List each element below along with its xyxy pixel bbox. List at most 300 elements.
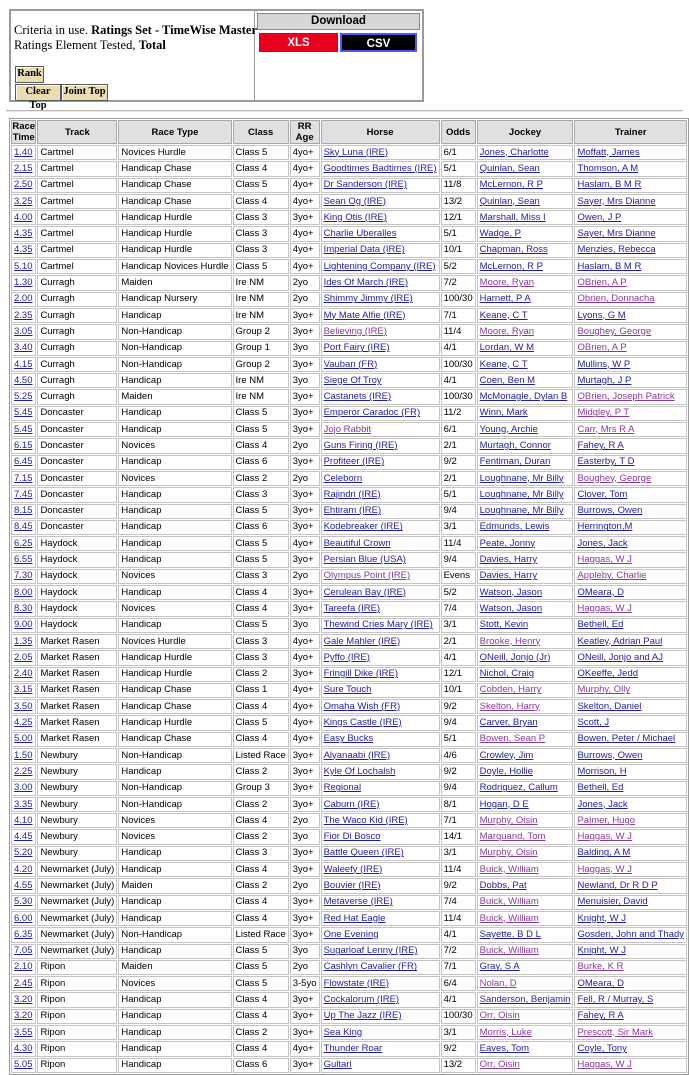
- horse-link[interactable]: Fior Di Bosco: [323, 831, 381, 843]
- race-time-link[interactable]: 6.55: [14, 554, 33, 566]
- horse-link[interactable]: Ides Of March (IRE): [323, 277, 409, 289]
- trainer-link[interactable]: Obrien, Donnacha: [577, 293, 655, 305]
- trainer-link[interactable]: Newland, Dr R D P: [577, 880, 658, 891]
- trainer-link[interactable]: OMeara, D: [577, 977, 624, 989]
- table-row: [11, 650, 687, 665]
- horse-link[interactable]: Easy Bucks: [323, 733, 374, 745]
- table-row: [11, 145, 687, 160]
- jockey-link[interactable]: Moore, Ryan: [479, 277, 535, 289]
- column-header-track[interactable]: Track: [37, 120, 117, 144]
- race-time-link[interactable]: 2.00: [14, 293, 33, 305]
- race-time-link[interactable]: 1.30: [14, 277, 33, 289]
- horse-link[interactable]: Sugarloaf Lenny (IRE): [323, 945, 418, 957]
- race-time-link[interactable]: 9.00: [14, 619, 33, 631]
- jockey-link[interactable]: Loughnane, Mr Billy: [479, 505, 564, 517]
- trainer-link[interactable]: Haggas, W J: [577, 863, 632, 875]
- race-time-link[interactable]: 3.55: [14, 1026, 33, 1038]
- cell-rr-age: 3yo: [290, 618, 320, 633]
- jockey-link[interactable]: Murtagh, Connor: [479, 439, 551, 451]
- race-time-link[interactable]: 5.45: [14, 407, 33, 419]
- race-time-link[interactable]: 3.40: [14, 342, 33, 354]
- race-time-link[interactable]: 8.00: [14, 586, 33, 598]
- cell-class: Class 4: [233, 194, 289, 209]
- trainer-link[interactable]: ONeill, Jonjo and AJ: [577, 651, 664, 663]
- jockey-link[interactable]: Murphy, Oisin: [479, 847, 538, 859]
- horse-link[interactable]: Tareefa (IRE): [323, 602, 381, 614]
- jockey-link[interactable]: Murphy, Oisin: [479, 814, 538, 826]
- cell-trainer: [574, 1025, 687, 1040]
- xls-download-button[interactable]: XLS: [259, 33, 338, 52]
- jockey-link[interactable]: Peate, Jonny: [479, 537, 536, 549]
- trainer-link[interactable]: Burke, K R: [577, 961, 624, 973]
- horse-link[interactable]: Cerulean Bay (IRE): [323, 586, 406, 598]
- race-time-link[interactable]: 6.00: [14, 912, 33, 924]
- jockey-link[interactable]: Skelton, Harry: [479, 700, 540, 712]
- race-time-link[interactable]: 8.15: [14, 505, 33, 517]
- race-time-link[interactable]: 4.10: [14, 814, 33, 826]
- trainer-link[interactable]: Morrison, H: [577, 765, 627, 777]
- horse-link[interactable]: Bouvier (IRE): [323, 880, 381, 891]
- trainer-link[interactable]: Clover, Tom: [577, 488, 628, 500]
- jockey-link[interactable]: Bowen, Sean P: [479, 733, 546, 745]
- jockey-link[interactable]: Fentiman, Duran: [479, 456, 551, 468]
- horse-link[interactable]: Beautiful Crown: [323, 537, 391, 549]
- race-time-link[interactable]: 1.35: [14, 635, 33, 647]
- trainer-link[interactable]: Haggas, W J: [577, 1059, 632, 1071]
- cell-trainer: [574, 797, 687, 812]
- trainer-link[interactable]: Coyle, Tony: [577, 1042, 627, 1054]
- jockey-link[interactable]: Wadge, P: [479, 228, 521, 240]
- trainer-link[interactable]: Skelton, Daniel: [577, 700, 642, 712]
- horse-link[interactable]: Kyle Of Lochalsh: [323, 765, 396, 777]
- jockey-link[interactable]: Morris, Luke: [479, 1026, 532, 1038]
- race-time-link[interactable]: 2.40: [14, 668, 33, 680]
- race-time-link[interactable]: 5.05: [14, 1059, 33, 1071]
- horse-link[interactable]: Battle Queen (IRE): [323, 847, 404, 859]
- table-row: [11, 357, 687, 372]
- trainer-link[interactable]: Haggas, W J: [577, 831, 632, 843]
- race-time-link[interactable]: 7.30: [14, 570, 33, 582]
- table-row: [11, 699, 687, 714]
- column-header-odds[interactable]: Odds: [441, 120, 476, 144]
- jockey-link[interactable]: Moore, Ryan: [479, 325, 535, 337]
- race-time-link[interactable]: 4.35: [14, 244, 33, 256]
- race-time-link[interactable]: 3.15: [14, 684, 33, 696]
- horse-link[interactable]: Caburn (IRE): [323, 798, 380, 810]
- trainer-link[interactable]: Haggas, W J: [577, 602, 632, 614]
- race-time-link[interactable]: 7.05: [14, 945, 33, 957]
- trainer-link[interactable]: OBrien, A P: [577, 277, 627, 289]
- horse-link[interactable]: Port Fairy (IRE): [323, 342, 390, 354]
- horse-link[interactable]: Sean Og (IRE): [323, 195, 386, 207]
- horse-link[interactable]: Profiteer (IRE): [323, 456, 385, 468]
- trainer-link[interactable]: Prescott, Sir Mark: [577, 1026, 653, 1038]
- race-time-link[interactable]: 1.40: [14, 146, 33, 158]
- cell-track: Market Rasen: [37, 732, 117, 747]
- horse-link[interactable]: Thunder Roar: [323, 1042, 383, 1054]
- table-row: [11, 422, 687, 437]
- jockey-link[interactable]: Harnett, P A: [479, 293, 531, 305]
- jockey-link[interactable]: Watson, Jason: [479, 602, 543, 614]
- trainer-link[interactable]: Mullins, W P: [577, 358, 631, 370]
- cell-trainer: [574, 357, 687, 372]
- race-time-link[interactable]: 5.00: [14, 733, 33, 745]
- race-time-link[interactable]: 6.35: [14, 928, 33, 940]
- horse-link[interactable]: Emperor Caradoc (FR): [323, 407, 421, 419]
- race-time-link[interactable]: 4.20: [14, 863, 33, 875]
- cell-jockey: [477, 243, 574, 258]
- race-time-link[interactable]: 5.30: [14, 896, 33, 908]
- jockey-link[interactable]: Young, Archie: [479, 423, 538, 435]
- cell-class: Class 4: [233, 992, 289, 1007]
- race-time-link[interactable]: 5.20: [14, 847, 33, 859]
- clear-top-button[interactable]: Clear Top: [15, 84, 61, 101]
- jockey-link[interactable]: Brooke, Henry: [479, 635, 541, 647]
- jockey-link[interactable]: Orr, Oisin: [479, 1010, 520, 1022]
- trainer-link[interactable]: Keatley, Adrian Paul: [577, 635, 663, 647]
- jockey-link[interactable]: Crowley, Jim: [479, 749, 534, 761]
- cell-class: Class 3: [233, 487, 289, 502]
- race-time-link[interactable]: 5.25: [14, 391, 33, 403]
- cell-trainer: [574, 667, 687, 682]
- horse-link[interactable]: Sky Luna (IRE): [323, 146, 388, 158]
- column-header-class[interactable]: Class: [233, 120, 289, 144]
- race-time-link[interactable]: 3.20: [14, 994, 33, 1006]
- race-time-link[interactable]: 4.25: [14, 717, 33, 729]
- trainer-link[interactable]: Thomson, A M: [577, 162, 639, 174]
- race-time-link[interactable]: 3.25: [14, 195, 33, 207]
- horse-link[interactable]: Ehtiram (IRE): [323, 505, 382, 517]
- jockey-link[interactable]: Hogan, D E: [479, 798, 529, 810]
- jockey-link[interactable]: Chapman, Ross: [479, 244, 548, 256]
- jockey-link[interactable]: Doyle, Hollie: [479, 765, 533, 777]
- trainer-link[interactable]: Fahey, R A: [577, 1010, 624, 1022]
- race-time-link[interactable]: 4.50: [14, 374, 33, 386]
- horse-link[interactable]: Omaha Wish (FR): [323, 700, 401, 712]
- trainer-link[interactable]: Sayer, Mrs Dianne: [577, 228, 656, 240]
- race-time-link[interactable]: 4.30: [14, 1042, 33, 1054]
- race-time-link[interactable]: 3.20: [14, 1010, 33, 1022]
- trainer-link[interactable]: Burrows, Owen: [577, 749, 643, 761]
- trainer-link[interactable]: Haslam, B M R: [577, 179, 642, 191]
- horse-link[interactable]: Charlie Uberalles: [323, 228, 397, 240]
- horse-link[interactable]: Thewind Cries Mary (IRE): [323, 619, 433, 631]
- trainer-link[interactable]: Burrows, Owen: [577, 505, 643, 517]
- horse-link[interactable]: Shimmy Jimmy (IRE): [323, 293, 413, 305]
- cell-race-type: Handicap Hurdle: [118, 210, 231, 225]
- trainer-link[interactable]: Sayer, Mrs Dianne: [577, 195, 656, 207]
- race-time-link[interactable]: 4.00: [14, 211, 33, 223]
- cell-race-type: Non-Handicap: [118, 357, 231, 372]
- cell-race-type: Handicap Hurdle: [118, 650, 231, 665]
- cell-trainer: [574, 813, 687, 828]
- cell-track: Newmarket (July): [37, 862, 117, 877]
- race-time-link[interactable]: 2.50: [14, 179, 33, 191]
- jockey-link[interactable]: Sanderson, Benjamin: [479, 994, 571, 1006]
- horse-link[interactable]: Vauban (FR): [323, 358, 378, 370]
- cell-odds: 5/1: [441, 487, 476, 502]
- horse-link[interactable]: Kings Castle (IRE): [323, 717, 402, 729]
- horse-link[interactable]: Alyanaabi (IRE): [323, 749, 391, 761]
- horse-link[interactable]: Goodtimes Badtimes (IRE): [323, 162, 437, 174]
- column-header-horse[interactable]: Horse: [321, 120, 440, 144]
- cell-race-type: Handicap: [118, 455, 231, 470]
- table-row: [11, 878, 687, 893]
- horse-link[interactable]: Celeborn: [323, 472, 363, 484]
- trainer-link[interactable]: OKeeffe, Jedd: [577, 668, 639, 680]
- column-header-rr-age[interactable]: RR Age: [290, 120, 320, 144]
- cell-race-type: Handicap: [118, 1058, 231, 1073]
- horse-link[interactable]: Dr Sanderson (IRE): [323, 179, 407, 191]
- race-time-link[interactable]: 2.05: [14, 651, 33, 663]
- jockey-link[interactable]: Jones, Charlotte: [479, 146, 549, 158]
- trainer-link[interactable]: Owen, J P: [577, 211, 622, 223]
- cell-class: Class 3: [233, 650, 289, 665]
- horse-link[interactable]: Rajindri (IRE): [323, 488, 381, 500]
- cell-rr-age: 2yo: [290, 960, 320, 975]
- trainer-link[interactable]: Balding, A M: [577, 847, 631, 859]
- column-header-race-type[interactable]: Race Type: [118, 120, 231, 144]
- jockey-link[interactable]: Nichol, Craig: [479, 668, 535, 680]
- horse-link[interactable]: Jojo Rabbit: [323, 423, 372, 435]
- race-time-link[interactable]: 4.35: [14, 228, 33, 240]
- table-body: [11, 145, 687, 1073]
- trainer-link[interactable]: Moffatt, James: [577, 146, 640, 158]
- horse-link[interactable]: Cashlyn Cavalier (FR): [323, 961, 418, 973]
- horse-link[interactable]: Metaverse (IRE): [323, 896, 393, 908]
- race-time-link[interactable]: 7.45: [14, 488, 33, 500]
- jockey-link[interactable]: Quinlan, Sean: [479, 162, 540, 174]
- cell-jockey: [477, 976, 574, 991]
- cell-class: Class 5: [233, 178, 289, 193]
- csv-download-button[interactable]: CSV: [340, 33, 417, 52]
- jockey-link[interactable]: Nolan, D: [479, 977, 517, 989]
- jockey-link[interactable]: Quinlan, Sean: [479, 195, 540, 207]
- cell-race-time: [11, 699, 36, 714]
- jockey-link[interactable]: Buick, William: [479, 945, 539, 957]
- horse-link[interactable]: Waleefy (IRE): [323, 863, 383, 875]
- jockey-link[interactable]: Watson, Jason: [479, 586, 543, 598]
- trainer-link[interactable]: Knight, W J: [577, 912, 627, 924]
- trainer-link[interactable]: Boughey, George: [577, 472, 652, 484]
- cell-race-type: Non-Handicap: [118, 927, 231, 942]
- trainer-link[interactable]: OBrien, A P: [577, 342, 627, 354]
- jockey-link[interactable]: Eaves, Tom: [479, 1042, 530, 1054]
- race-time-link[interactable]: 2.15: [14, 162, 33, 174]
- trainer-link[interactable]: Palmer, Hugo: [577, 814, 636, 826]
- race-time-link[interactable]: 4.55: [14, 880, 33, 891]
- jockey-link[interactable]: Coen, Ben M: [479, 374, 536, 386]
- cell-race-type: Handicap: [118, 536, 231, 551]
- trainer-link[interactable]: Lyons, G M: [577, 309, 626, 321]
- trainer-link[interactable]: Bethell, Ed: [577, 782, 624, 794]
- jockey-link[interactable]: Buick, William: [479, 896, 539, 908]
- jockey-link[interactable]: Cobden, Harry: [479, 684, 542, 696]
- jockey-link[interactable]: McLernon, R P: [479, 179, 543, 191]
- race-time-link[interactable]: 8.45: [14, 521, 33, 533]
- jockey-link[interactable]: Davies, Harry: [479, 570, 538, 582]
- jockey-link[interactable]: Sayette, B D L: [479, 928, 541, 940]
- jockey-link[interactable]: Lordan, W M: [479, 342, 535, 354]
- cell-odds: 12/1: [441, 667, 476, 682]
- jockey-link[interactable]: Marshall, Miss I: [479, 211, 546, 223]
- jockey-link[interactable]: Davies, Harry: [479, 554, 538, 566]
- cell-race-type: Handicap: [118, 944, 231, 959]
- cell-race-time: [11, 618, 36, 633]
- horse-link[interactable]: The Waco Kid (IRE): [323, 814, 408, 826]
- race-time-link[interactable]: 8.30: [14, 602, 33, 614]
- jockey-link[interactable]: Rodriguez, Callum: [479, 782, 558, 794]
- jockey-link[interactable]: Gray, S A: [479, 961, 520, 973]
- cell-track: Curragh: [37, 389, 117, 404]
- horse-link[interactable]: Sure Touch: [323, 684, 372, 696]
- trainer-link[interactable]: Appleby, Charlie: [577, 570, 647, 582]
- jockey-link[interactable]: Carver, Bryan: [479, 717, 538, 729]
- trainer-link[interactable]: Fell, R / Murray, S: [577, 994, 654, 1006]
- column-header-race-time[interactable]: Race Time: [12, 121, 36, 143]
- cell-rr-age: 3yo+: [290, 667, 320, 682]
- jockey-link[interactable]: Buick, William: [479, 912, 539, 924]
- race-time-link[interactable]: 3.35: [14, 798, 33, 810]
- trainer-link[interactable]: Boughey, George: [577, 325, 652, 337]
- horse-link[interactable]: My Mate Alfie (IRE): [323, 309, 406, 321]
- joint-top-button[interactable]: Joint Top: [61, 84, 108, 101]
- trainer-link[interactable]: Haslam, B M R: [577, 260, 642, 272]
- race-time-link[interactable]: 6.45: [14, 456, 33, 468]
- horse-link[interactable]: Guns Firing (IRE): [323, 439, 398, 451]
- cell-trainer: [574, 927, 687, 942]
- jockey-link[interactable]: ONeill, Jonjo (Jr): [479, 651, 551, 663]
- horse-link[interactable]: King Otis (IRE): [323, 211, 387, 223]
- trainer-link[interactable]: Jones, Jack: [577, 798, 628, 810]
- cell-race-type: Handicap Chase: [118, 732, 231, 747]
- cell-track: Curragh: [37, 292, 117, 307]
- cell-track: Cartmel: [37, 178, 117, 193]
- cell-race-time: [11, 536, 36, 551]
- jockey-link[interactable]: McMonagle, Dylan B: [479, 391, 568, 403]
- race-time-link[interactable]: 3.50: [14, 700, 33, 712]
- horse-link[interactable]: Pyffo (IRE): [323, 651, 370, 663]
- cell-horse: [321, 878, 440, 893]
- cell-class: Class 5: [233, 504, 289, 519]
- jockey-link[interactable]: Stott, Kevin: [479, 619, 529, 631]
- trainer-link[interactable]: Carr, Mrs R A: [577, 423, 635, 435]
- trainer-link[interactable]: Herrington,M: [577, 521, 633, 533]
- horse-link[interactable]: Flowstate (IRE): [323, 977, 390, 989]
- jockey-link[interactable]: Winn, Mark: [479, 407, 528, 419]
- horse-link[interactable]: One Evening: [323, 928, 379, 940]
- race-time-link[interactable]: 6.15: [14, 439, 33, 451]
- horse-link[interactable]: Siege Of Troy: [323, 374, 382, 386]
- race-time-link[interactable]: 2.25: [14, 765, 33, 777]
- jockey-link[interactable]: Keane, C T: [479, 358, 528, 370]
- jockey-link[interactable]: Loughnane, Mr Billy: [479, 472, 564, 484]
- cell-race-time: [11, 748, 36, 763]
- table-row: [11, 308, 687, 323]
- race-time-link[interactable]: 4.15: [14, 358, 33, 370]
- jockey-link[interactable]: Buick, William: [479, 863, 539, 875]
- trainer-link[interactable]: Menzies, Rebecca: [577, 244, 656, 256]
- horse-link[interactable]: Persian Blue (USA): [323, 554, 406, 566]
- race-time-link[interactable]: 2.35: [14, 309, 33, 321]
- horse-link[interactable]: Believing (IRE): [323, 325, 387, 337]
- horse-link[interactable]: Gale Mahler (IRE): [323, 635, 401, 647]
- horse-link[interactable]: Gultari: [323, 1059, 352, 1071]
- race-time-link[interactable]: 5.10: [14, 260, 33, 272]
- column-header-jockey[interactable]: Jockey: [477, 120, 574, 144]
- trainer-link[interactable]: Jones, Jack: [577, 537, 628, 549]
- race-time-link[interactable]: 4.45: [14, 831, 33, 843]
- trainer-link[interactable]: Bethell, Ed: [577, 619, 624, 631]
- jockey-link[interactable]: Keane, C T: [479, 309, 528, 321]
- horse-link[interactable]: Cockalorum (IRE): [323, 994, 400, 1006]
- jockey-link[interactable]: McLernon, R P: [479, 260, 543, 272]
- trainer-link[interactable]: Gosden, John and Thady: [577, 928, 684, 940]
- trainer-link[interactable]: Haggas, W J: [577, 554, 632, 566]
- trainer-link[interactable]: Menuisier, David: [577, 896, 648, 908]
- horse-link[interactable]: Fringill Dike (IRE): [323, 668, 399, 680]
- jockey-link[interactable]: Loughnane, Mr Billy: [479, 488, 564, 500]
- cell-race-time: [11, 601, 36, 616]
- horse-link[interactable]: Regional: [323, 782, 362, 794]
- cell-race-time: [11, 471, 36, 486]
- cell-rr-age: 3yo+: [290, 1025, 320, 1040]
- trainer-link[interactable]: OMeara, D: [577, 586, 624, 598]
- trainer-link[interactable]: Midgley, P T: [577, 407, 630, 419]
- trainer-link[interactable]: Easterby, T D: [577, 456, 635, 468]
- table-row: [11, 341, 687, 356]
- trainer-link[interactable]: Murphy, Olly: [577, 684, 631, 696]
- trainer-link[interactable]: Knight, W J: [577, 945, 627, 957]
- horse-link[interactable]: Olympus Point (IRE): [323, 570, 411, 582]
- jockey-link[interactable]: Edmunds, Lewis: [479, 521, 550, 533]
- cell-rr-age: 3yo+: [290, 797, 320, 812]
- horse-link[interactable]: Imperial Data (IRE): [323, 244, 405, 256]
- race-time-link[interactable]: 3.00: [14, 782, 33, 794]
- cell-race-time: [11, 552, 36, 567]
- race-time-link[interactable]: 5.45: [14, 423, 33, 435]
- trainer-link[interactable]: Fahey, R A: [577, 439, 624, 451]
- trainer-link[interactable]: Murtagh, J P: [577, 374, 632, 386]
- horse-link[interactable]: Lightening Company (IRE): [323, 260, 436, 272]
- cell-jockey: [477, 1009, 574, 1024]
- horse-link[interactable]: Castanets (IRE): [323, 391, 392, 403]
- trainer-link[interactable]: Scott, J: [577, 717, 610, 729]
- jockey-link[interactable]: Dobbs, Pat: [479, 880, 527, 891]
- horse-link[interactable]: Up The Jazz (IRE): [323, 1010, 402, 1022]
- jockey-link[interactable]: Orr, Oisin: [479, 1059, 520, 1071]
- race-time-link[interactable]: 2.10: [14, 961, 33, 973]
- trainer-link[interactable]: OBrien, Joseph Patrick: [577, 391, 675, 403]
- column-header-trainer[interactable]: Trainer: [574, 120, 687, 144]
- race-time-link[interactable]: 6.25: [14, 537, 33, 549]
- cell-race-type: Novices Hurdle: [118, 634, 231, 649]
- jockey-link[interactable]: Marquand, Tom: [479, 831, 546, 843]
- trainer-link[interactable]: Bowen, Peter / Michael: [577, 733, 676, 745]
- race-time-link[interactable]: 2.45: [14, 977, 33, 989]
- race-time-link[interactable]: 7.15: [14, 472, 33, 484]
- race-time-link[interactable]: 3.05: [14, 325, 33, 337]
- cell-class: Class 5: [233, 976, 289, 991]
- cell-race-time: [11, 161, 36, 176]
- horse-link[interactable]: Sea King: [323, 1026, 363, 1038]
- horse-link[interactable]: Red Hat Eagle: [323, 912, 386, 924]
- cell-trainer: [574, 194, 687, 209]
- race-time-link[interactable]: 1.50: [14, 749, 33, 761]
- rank-button[interactable]: Rank: [15, 66, 44, 83]
- horse-link[interactable]: Kodebreaker (IRE): [323, 521, 403, 533]
- cell-jockey: [477, 781, 574, 796]
